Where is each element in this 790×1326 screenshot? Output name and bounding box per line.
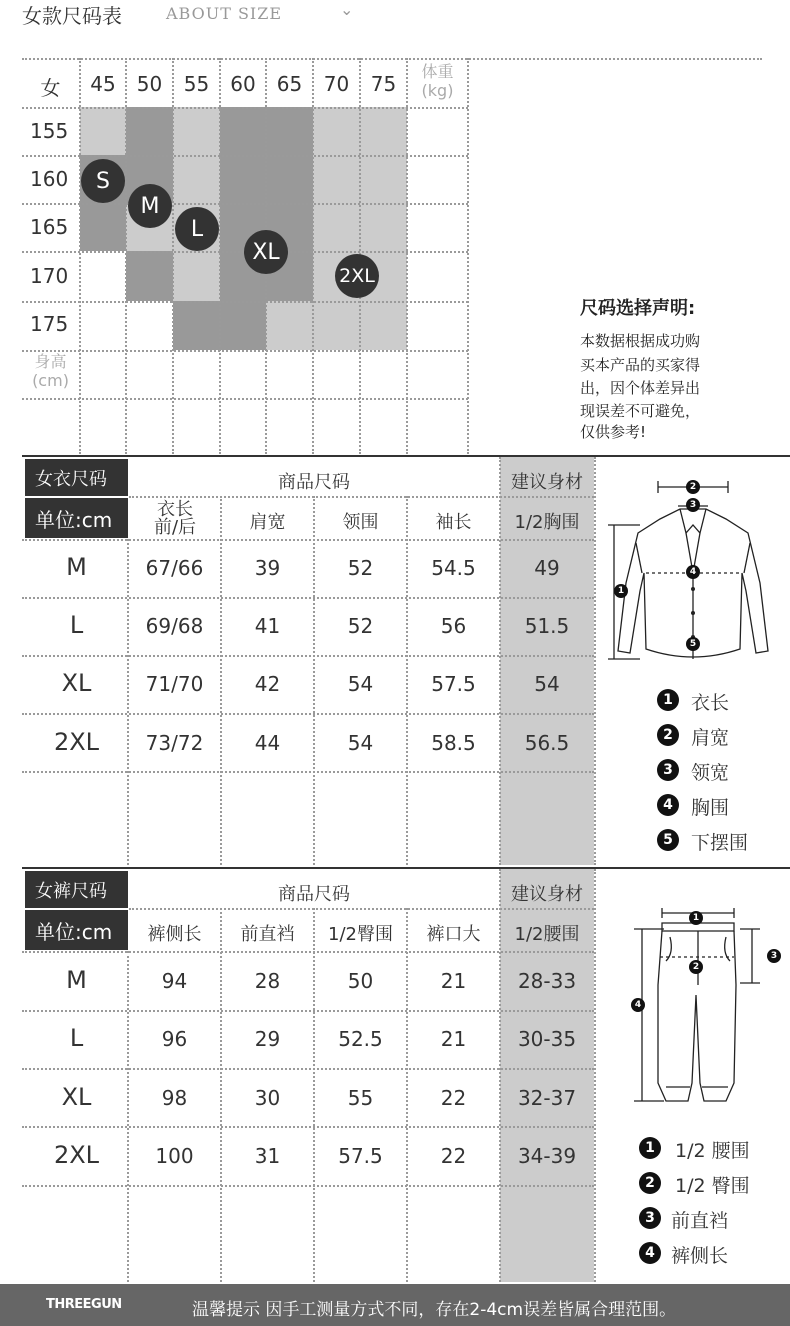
grid-cell-light <box>80 107 126 155</box>
shirt-marker-1: 1 <box>614 584 628 598</box>
height-tick: 175 <box>30 312 69 336</box>
table-cell: 52 <box>347 614 374 638</box>
col-header-length-bottom: 前/后 <box>153 517 197 538</box>
legend-number: 5 <box>657 829 679 851</box>
size-label: XL <box>61 1083 92 1111</box>
note-title: 尺码选择声明: <box>580 298 696 319</box>
size-badge-2xl: 2XL <box>335 254 379 298</box>
table-cell: 56.5 <box>524 731 570 755</box>
table-cell: 29 <box>254 1027 281 1051</box>
table-cell: 55 <box>347 1086 374 1110</box>
table-cell: 71/70 <box>145 672 204 696</box>
table-cell: 41 <box>254 614 281 638</box>
tops-title: 女衣尺码 <box>25 459 128 496</box>
footer-bar <box>0 1284 790 1326</box>
col-header-sleeve: 袖长 <box>435 512 472 533</box>
table-cell: 28-33 <box>517 969 577 993</box>
note-line: 本数据根据成功购 <box>580 332 701 350</box>
legend-number: 2 <box>639 1172 661 1194</box>
table-cell: 32-37 <box>517 1086 577 1110</box>
legend-label: 领宽 <box>691 762 730 784</box>
size-badge-xl: XL <box>244 230 288 274</box>
note-line: 现误差不可避免， <box>580 402 701 420</box>
legend-number: 1 <box>639 1137 661 1159</box>
note-line: 仅供参考! <box>580 423 647 441</box>
pants-title: 女裤尺码 <box>25 871 128 908</box>
table-cell: 49 <box>534 556 560 580</box>
height-axis-unit: (cm) <box>32 371 69 390</box>
weight-tick: 75 <box>370 72 397 96</box>
page-title: 女款尺码表 <box>22 4 122 28</box>
table-cell: 98 <box>161 1086 188 1110</box>
table-cell: 21 <box>440 1027 467 1051</box>
table-cell: 58.5 <box>431 731 476 755</box>
note-line: 出，因个体差异出 <box>580 379 701 397</box>
table-cell: 50 <box>347 969 374 993</box>
legend-label: 肩宽 <box>691 727 730 749</box>
shirt-marker-3: 3 <box>686 498 700 512</box>
shirt-marker-5: 5 <box>686 637 700 651</box>
pants-size-table <box>0 867 790 1282</box>
size-badge-m: M <box>128 184 172 228</box>
legend-number: 1 <box>657 689 679 711</box>
table-cell: 44 <box>254 731 281 755</box>
table-cell: 30 <box>254 1086 281 1110</box>
col-header-length-top: 衣长 <box>157 499 193 520</box>
weight-tick: 60 <box>230 72 256 96</box>
height-tick: 160 <box>30 167 69 191</box>
table-cell: 67/66 <box>145 556 204 580</box>
col-header-hip: 1/2臀围 <box>328 924 393 945</box>
chevron-down-icon[interactable]: ⌄ <box>340 0 354 19</box>
table-cell: 54 <box>347 731 374 755</box>
grid-cell-light <box>173 251 220 301</box>
weight-tick: 65 <box>276 72 303 96</box>
pants-group-label: 商品尺码 <box>278 884 350 905</box>
table-cell: 57.5 <box>338 1144 383 1168</box>
table-cell: 54 <box>347 672 374 696</box>
table-cell: 42 <box>254 672 281 696</box>
table-cell: 73/72 <box>145 731 204 755</box>
col-header-side-length: 裤侧长 <box>147 924 202 945</box>
pants-suggest-label: 建议身材 <box>511 884 583 905</box>
col-header-length <box>129 501 221 537</box>
weight-axis-unit: (kg) <box>421 81 454 100</box>
table-cell: 22 <box>440 1144 467 1168</box>
legend-label: 衣长 <box>691 692 730 714</box>
legend-number: 2 <box>657 724 679 746</box>
table-cell: 22 <box>440 1086 467 1110</box>
legend-number: 4 <box>657 794 679 816</box>
legend-number: 3 <box>639 1207 661 1229</box>
col-header-front-rise: 前直裆 <box>240 924 295 945</box>
legend-label: 胸围 <box>691 797 730 819</box>
footer-tip: 温馨提示 因手工测量方式不同，存在2-4cm误差皆属合理范围。 <box>192 1300 677 1320</box>
grid-corner-label: 女 <box>40 76 61 100</box>
table-cell: 57.5 <box>431 672 476 696</box>
size-badge-l: L <box>175 207 219 251</box>
size-label: M <box>66 966 87 994</box>
pants-diagram <box>622 905 782 1105</box>
table-cell: 54.5 <box>431 556 476 580</box>
col-header-leg-opening: 裤口大 <box>426 924 481 945</box>
height-tick: 165 <box>30 215 69 239</box>
grid-cell-light <box>173 107 220 155</box>
weight-tick: 55 <box>183 72 210 96</box>
grid-cell-light <box>173 155 220 203</box>
pants-marker-1: 1 <box>689 911 703 925</box>
legend-label: 下摆围 <box>691 832 749 854</box>
size-badge-s: S <box>81 159 125 203</box>
table-cell: 30-35 <box>517 1027 577 1051</box>
table-cell: 31 <box>254 1144 281 1168</box>
pants-marker-4: 4 <box>631 998 645 1012</box>
brand-logo: THREEGUN <box>46 1297 122 1312</box>
col-header-collar: 领围 <box>342 512 379 533</box>
grid-cell-dark <box>126 251 173 301</box>
table-cell: 21 <box>440 969 467 993</box>
page-subtitle: ABOUT SIZE <box>166 4 283 23</box>
height-tick: 170 <box>30 264 69 288</box>
size-label: L <box>69 1024 84 1052</box>
tops-size-table <box>0 455 790 865</box>
size-label: M <box>66 553 87 581</box>
grid-cell-dark <box>126 107 173 155</box>
grid-cell-light <box>266 301 407 350</box>
table-cell: 56 <box>440 614 467 638</box>
size-label: 2XL <box>53 1141 100 1169</box>
pants-unit: 单位:cm <box>25 910 128 950</box>
note-line: 买本产品的买家得 <box>580 356 701 374</box>
table-cell: 100 <box>155 1144 194 1168</box>
pants-marker-3: 3 <box>767 949 781 963</box>
legend-label: 1/2 臀围 <box>675 1175 750 1197</box>
legend-number: 3 <box>657 759 679 781</box>
shirt-marker-4: 4 <box>686 565 700 579</box>
table-cell: 52.5 <box>338 1027 383 1051</box>
size-label: L <box>69 611 84 639</box>
tops-group-label: 商品尺码 <box>278 472 350 493</box>
table-cell: 28 <box>254 969 281 993</box>
grid-cell-dark <box>80 203 126 251</box>
legend-label: 1/2 腰围 <box>675 1140 750 1162</box>
legend-number: 4 <box>639 1242 661 1264</box>
legend-label: 前直裆 <box>671 1210 729 1232</box>
height-axis-label: 身高 <box>34 352 67 371</box>
weight-tick: 70 <box>323 72 350 96</box>
pants-marker-2: 2 <box>689 960 703 974</box>
tops-suggest-label: 建议身材 <box>511 472 583 493</box>
size-label: 2XL <box>53 728 100 756</box>
size-label: XL <box>61 669 92 697</box>
weight-tick: 45 <box>90 72 116 96</box>
weight-tick: 50 <box>136 72 163 96</box>
col-header-chest: 1/2胸围 <box>514 512 580 533</box>
size-grid <box>0 0 790 455</box>
legend-label: 裤侧长 <box>671 1245 729 1267</box>
table-cell: 54 <box>534 672 560 696</box>
table-cell: 52 <box>347 556 374 580</box>
tops-unit: 单位:cm <box>25 498 128 538</box>
table-cell: 69/68 <box>145 614 204 638</box>
col-header-shoulder: 肩宽 <box>249 512 286 533</box>
table-cell: 39 <box>254 556 281 580</box>
col-header-waist: 1/2腰围 <box>514 924 580 945</box>
shirt-marker-2: 2 <box>686 480 700 494</box>
table-cell: 94 <box>161 969 188 993</box>
height-tick: 155 <box>30 119 69 143</box>
weight-axis-label: 体重 <box>421 62 454 81</box>
table-cell: 34-39 <box>517 1144 577 1168</box>
table-cell: 51.5 <box>524 614 570 638</box>
table-cell: 96 <box>161 1027 188 1051</box>
